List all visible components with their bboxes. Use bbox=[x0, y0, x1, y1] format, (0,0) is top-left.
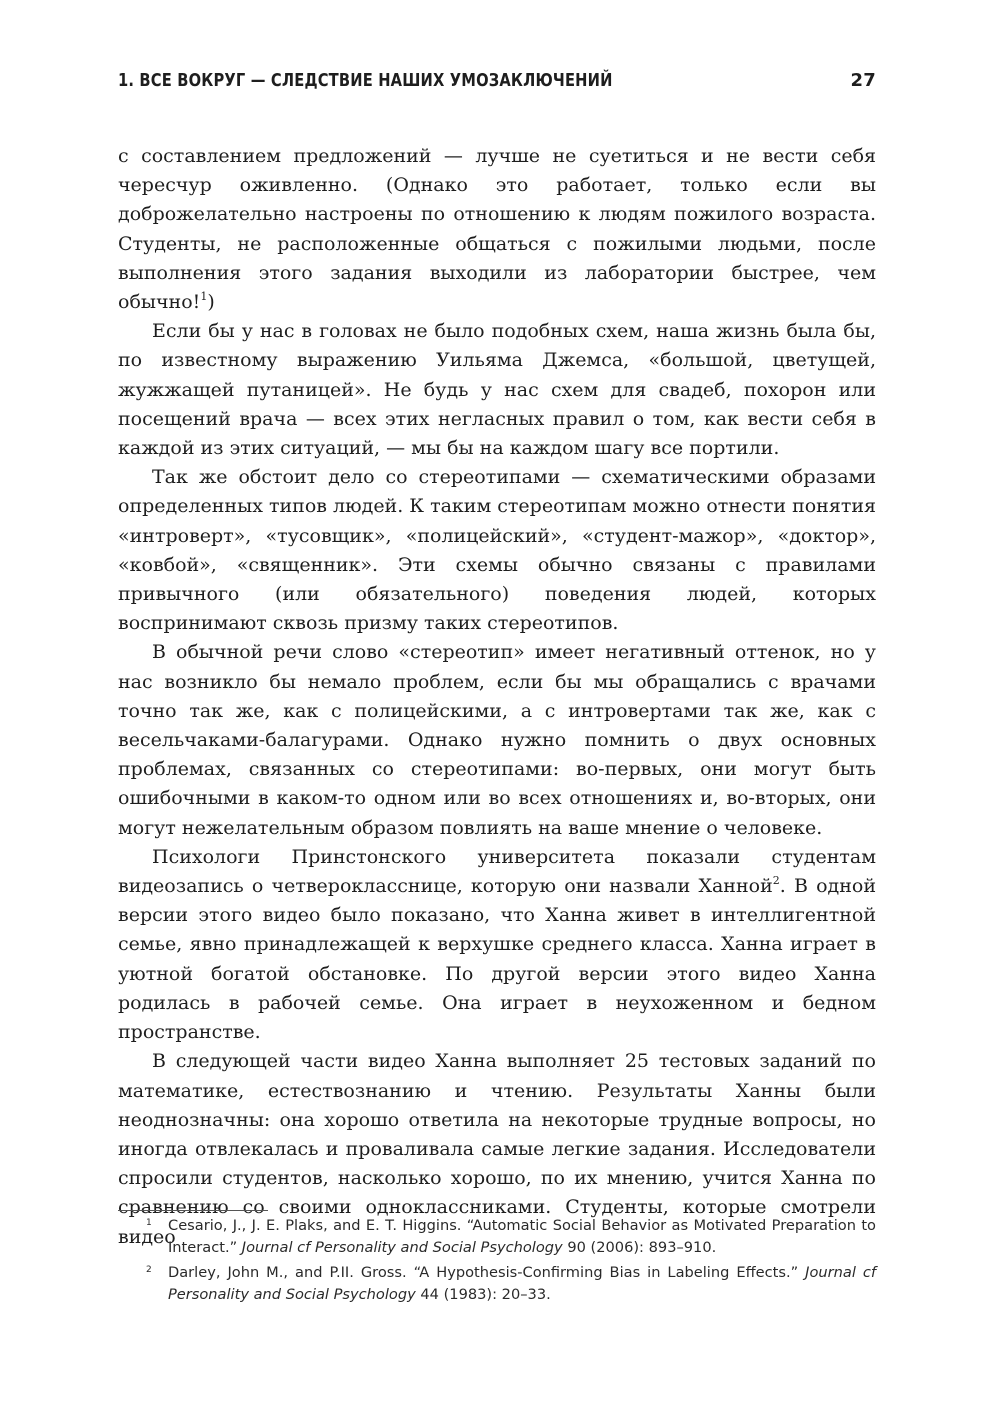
paragraph: Если бы у нас в головах не было подобных схем, наша жизнь была бы, по известному выражению Уильяма Джемса, «большой, цветущей, жужжащей путаницей». Не будь у нас схем для свадеб, похорон или посещений врача — всех этих негласных правил о том, как вести себя в каждой из этих ситуаций, — мы бы на каждом шагу все портили. bbox=[118, 320, 876, 460]
paragraph: В обычной речи слово «стереотип» имеет негативный оттенок, но у нас возникло бы немало проблем, если бы мы обращались с врачами точно так же, как с полицейскими, а с интровертами так же, как с весельчаками-балагурами. Однако нужно помнить о двух основных проблемах, связанных со стереотипами: во-первых, они могут быть ошибочными в каком-то одном или во всех отношениях и, во-вторых, они могут нежелательным образом повлиять на ваше мнение о человеке. bbox=[118, 641, 876, 839]
body-text bbox=[118, 142, 876, 1252]
paragraph: В следующей части видео Ханна выполняет 25 тестовых заданий по математике, естествознанию и чтению. Результаты Ханны были неоднозначны: она хорошо ответила на некоторые трудные вопросы, но иногда отвлекалась и проваливала самые легкие задания. Исследователи спросили студентов, насколько хорошо, по их мнению, учится Ханна по сравнению со своими одноклассниками. Студенты, которые смотрели видео bbox=[118, 1050, 876, 1248]
footnote-ref[interactable]: 2 bbox=[772, 874, 780, 888]
paragraph: Психологи Принстонского университета показали студентам видеозапись о четверокласснице, которую они назвали Ханной$^2$. В одной версии этого видео было показано, что Ханна живет в интеллигентной семье, явно принадлежащей к верхушке среднего класса. Ханна играет в уютной богатой обстановке. По другой версии этого видео Ханна родилась в рабочей семье. Она играет в неухоженном и бедном пространстве. bbox=[118, 845, 876, 1044]
footnote: 2 Darley, John M., and P.II. Gross. “A Hypothesis-Confirming Bias in Labeling Effects.” Journal cf Personality and Social Psychology 44 (1983): 20–33. bbox=[118, 1262, 876, 1305]
footnote-mark: 1 bbox=[146, 1218, 152, 1228]
paragraph: с составлением предложений — лучше не суетиться и не вести себя чересчур оживленно. (Однако это работает, только если вы доброжелательно настроены по отношению к людям пожилого возраста. Студенты, не расположенные общаться с пожилыми людьми, после выполнения этого задания выходили из лаборатории быстрее, чем обычно!$^1$) bbox=[118, 145, 876, 314]
journal-title: Journal cf Personality and Social Psychology bbox=[168, 1264, 877, 1303]
running-header bbox=[118, 68, 876, 98]
chapter-title: 1. ВСЕ ВОКРУГ — СЛЕДСТВИЕ НАШИХ УМОЗАКЛЮЧЕНИЙ bbox=[118, 71, 613, 91]
footnotes bbox=[118, 1215, 876, 1309]
footnote-divider bbox=[118, 1210, 268, 1211]
footnote-ref[interactable]: 1 bbox=[200, 290, 208, 304]
footnote-mark: 2 bbox=[146, 1265, 152, 1275]
paragraph: Так же обстоит дело со стереотипами — схематическими образами определенных типов людей. К таким стереотипам можно отнести понятия «интроверт», «тусовщик», «полицейский», «студент-мажор», «доктор», «ковбой», «священник». Эти схемы обычно связаны с правилами привычного (или обязательного) поведения людей, которых воспринимают сквозь призму таких стереотипов. bbox=[118, 466, 876, 635]
journal-title: Journal cf Personality and Social Psychology bbox=[241, 1238, 563, 1256]
page-number: 27 bbox=[850, 70, 876, 91]
footnote: 1 Cesario, J., J. E. Plaks, and E. T. Higgins. “Automatic Social Behavior as Motivated Preparation to Interact.” Journal cf Personality and Social Psychology 90 (2006): 893–910. bbox=[118, 1215, 876, 1258]
